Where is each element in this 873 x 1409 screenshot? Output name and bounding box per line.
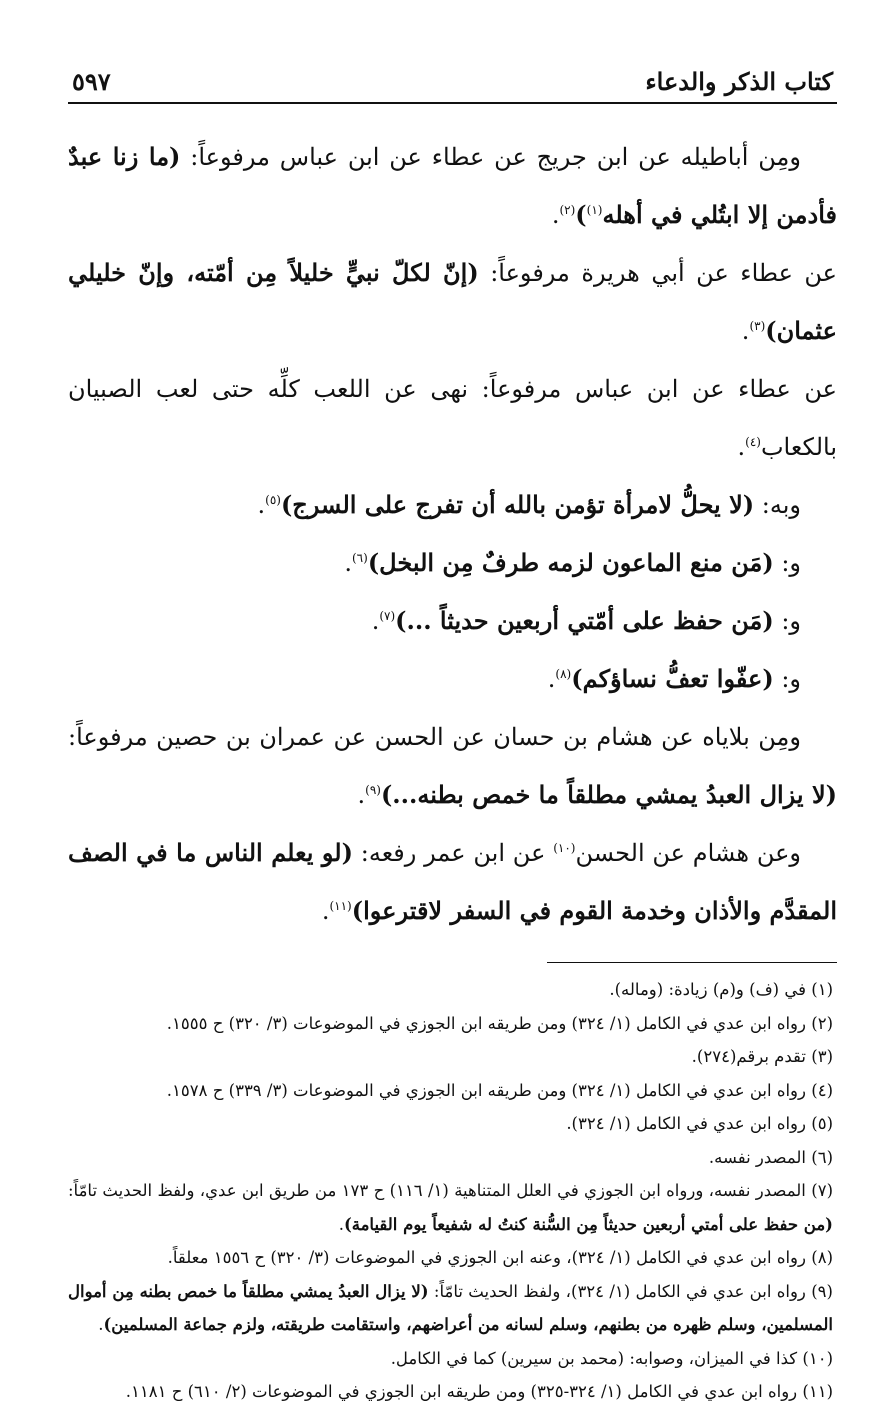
footnote-ref: (١٠) — [553, 841, 576, 855]
paragraph-9 — [68, 824, 837, 940]
footnote-ref: (٥) — [265, 493, 281, 507]
paragraph-3 — [68, 360, 837, 476]
hadith-quote: (مَن حفظ على أمّتي أربعين حديثاً ...) — [395, 606, 774, 635]
footnote-text: (٩) رواه ابن عدي في الكامل (١/ ٣٢٤)، ولفظ الحديث تامّاً: — [428, 1281, 833, 1301]
paragraph-1 — [68, 128, 837, 244]
paragraph-tail: . — [321, 897, 330, 925]
footnote-10 — [68, 1342, 833, 1376]
footnote-text: (٢) رواه ابن عدي في الكامل (١/ ٣٢٤) ومن طريقه ابن الجوزي في الموضوعات (٣/ ٣٢٠) ح ١٥٥٥. — [166, 1013, 833, 1033]
footnote-5 — [68, 1107, 833, 1141]
footnote-text: (٨) رواه ابن عدي في الكامل (١/ ٣٢٤)، وعنه ابن الجوزي في الموضوعات (٣/ ٣٢٠) ح ١٥٥٦ معلقاً. — [167, 1248, 833, 1267]
page-header — [68, 60, 837, 104]
paragraph-lead: و: — [773, 607, 801, 635]
footnote-text: (١) في (ف) و(م) زيادة: (وماله). — [609, 980, 833, 999]
footnote-ref: (٤) — [745, 435, 761, 449]
hadith-quote: (لو يعلم الناس ما في الصف المقدَّم والأذان وخدمة القوم في السفر لاقترعوا) — [68, 838, 837, 925]
paragraph-4 — [68, 476, 837, 534]
running-title: كتاب الذكر والدعاء — [645, 67, 833, 96]
footnote-1 — [68, 973, 833, 1007]
hadith-quote: (مَن منع الماعون لزمه طرفٌ مِن البخل) — [367, 548, 774, 577]
footnote-text: (٦) المصدر نفسه. — [708, 1147, 833, 1167]
footnote-ref: (١١) — [329, 899, 352, 913]
paragraph-6 — [68, 592, 837, 650]
footnote-2 — [68, 1007, 833, 1041]
footnote-4 — [68, 1074, 833, 1108]
footnote-ref: (٢) — [559, 203, 576, 217]
paragraph-tail: . — [371, 607, 380, 635]
paragraph-2 — [68, 244, 837, 360]
page-number: ٥٩٧ — [72, 67, 111, 96]
paragraph-8 — [68, 708, 837, 824]
footnote-3 — [68, 1040, 833, 1074]
footnote-text: (١١) رواه ابن عدي في الكامل (١/ ٣٢٤-٣٢٥) ومن طريقه ابن الجوزي في الموضوعات (٢/ ٦١٠) ح ١١٨١. — [125, 1382, 833, 1401]
paragraph-tail: . — [257, 491, 266, 519]
footnote-ref: (٨) — [555, 667, 572, 681]
footnote-6 — [68, 1141, 833, 1175]
footnote-text: (٧) المصدر نفسه، ورواه ابن الجوزي في العلل المتناهية (١/ ١١٦) ح ١٧٣ من طريق ابن عدي، ولفظ الحديث تامّاً: — [68, 1181, 833, 1200]
hadith-quote: (لا يحلُّ لامرأة تؤمن بالله أن تفرج على السرج) — [280, 490, 755, 519]
footnote-ref: (٧) — [379, 609, 396, 623]
footnote-9 — [68, 1275, 833, 1342]
main-text — [68, 128, 837, 940]
footnote-quote: (لا يزال العبدُ يمشي مطلقاً ما خمص بطنه مِن أموال المسلمين، وسلم ظهره من بطنهم، وسلم لسانه من أعراضهم، واستقامت طريقته، ولزم جماعة المسلمين) — [68, 1281, 833, 1334]
paragraph-lead: وعن هشام عن الحسن — [575, 839, 801, 867]
paragraph-lead: و: — [773, 665, 801, 693]
paragraph-lead: ومِن بلاياه عن هشام بن حسان عن الحسن عن عمران بن حصين مرفوعاً: — [68, 723, 801, 751]
paragraph-lead: و: — [773, 549, 801, 577]
footnote-text: (٣) تقدم برقم(٢٧٤). — [691, 1047, 833, 1066]
footnote-quote: (من حفظ على أمتي أربعين حديثاً مِن السُّنة كنتُ له شفيعاً يوم القيامة) — [343, 1214, 833, 1234]
paragraph-tail: . — [551, 201, 560, 229]
footnote-text: (١٠) كذا في الميزان، وصوابه: (محمد بن سيرين) كما في الكامل. — [390, 1348, 833, 1368]
paragraph-tail: . — [344, 549, 352, 577]
paragraph-tail: . — [737, 433, 746, 461]
paragraph-tail: . — [741, 317, 750, 345]
footnote-separator — [547, 962, 837, 963]
paragraph-lead: ومِن أباطيله عن ابن جريج عن عطاء عن ابن عباس مرفوعاً: — [180, 143, 801, 171]
footnote-tail: . — [338, 1214, 344, 1234]
footnote-8 — [68, 1241, 833, 1275]
paragraph-lead: وبه: — [754, 491, 801, 519]
footnote-11 — [68, 1375, 833, 1409]
footnote-text: (٤) رواه ابن عدي في الكامل (١/ ٣٢٤) ومن طريقه ابن الجوزي في الموضوعات (٣/ ٣٣٩) ح ١٥٧٨. — [166, 1080, 833, 1100]
paragraph-tail: . — [357, 781, 366, 809]
paragraph-lead: عن عطاء عن أبي هريرة مرفوعاً: — [478, 259, 837, 287]
footnote-7 — [68, 1174, 833, 1241]
paragraph-7 — [68, 650, 837, 708]
footnote-tail: . — [98, 1315, 104, 1334]
paragraph-5 — [68, 534, 837, 592]
paragraph-lead-continued: عن ابن عمر رفعه: — [352, 839, 554, 867]
footnote-mark: (١) — [586, 203, 603, 217]
footnotes — [68, 973, 837, 1409]
hadith-quote: (عفّوا تعفُّ نساؤكم) — [571, 664, 774, 693]
quote-close: ) — [575, 200, 587, 229]
paragraph-lead: عن عطاء عن ابن عباس مرفوعاً: نهى عن اللعب كلِّه حتى لعب الصبيان بالكعاب — [68, 375, 837, 461]
footnote-text: (٥) رواه ابن عدي في الكامل (١/ ٣٢٤). — [566, 1114, 833, 1133]
footnote-ref: (٩) — [365, 783, 381, 797]
hadith-quote: (ما زنا عبدٌ فأدمن إلا ابتُلي في أهله — [68, 142, 837, 229]
footnote-ref: (٦) — [351, 551, 368, 565]
hadith-quote: (لا يزال العبدُ يمشي مطلقاً ما خمص بطنه...) — [380, 780, 837, 809]
footnote-ref: (٣) — [749, 319, 766, 333]
paragraph-tail: . — [547, 665, 556, 693]
hadith-quote: (إنّ لكلّ نبيٍّ خليلاً مِن أمّته، وإنّ خليلي عثمان) — [68, 258, 837, 345]
